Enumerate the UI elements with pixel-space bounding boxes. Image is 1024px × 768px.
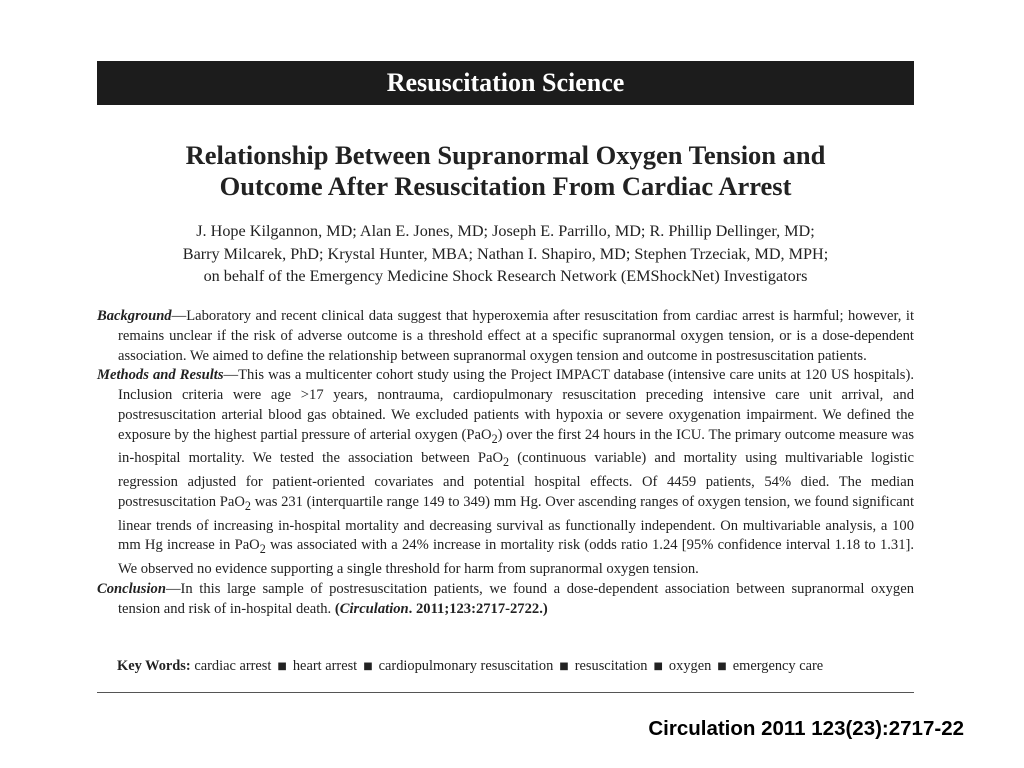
subscript-2: 2 [259, 542, 266, 557]
keyword-separator: ■ [559, 661, 569, 672]
keyword: cardiac arrest [194, 658, 272, 674]
abstract-conclusion [97, 580, 914, 620]
author-list [97, 220, 914, 288]
methods-text-3: (continuous variable) and mortality using multivariable logistic regression adjusted for patient-oriented covariates and potential hospital effects. Of 4459 patients, 54% died. The median postresuscitation PaO [118, 450, 914, 510]
section-banner [97, 61, 914, 105]
keyword-separator: ■ [363, 661, 373, 672]
journal-citation [335, 601, 548, 617]
keyword-separator: ■ [717, 661, 727, 672]
keyword-separator: ■ [277, 661, 287, 672]
conclusion-text: In this large sample of postresuscitation patients, we found a dose-dependent association between supranormal oxygen tension and risk of in-hospital death. [118, 580, 914, 617]
abstract [97, 307, 914, 620]
conclusion-dash: — [165, 580, 181, 597]
background-label: Background [97, 308, 172, 324]
keywords [117, 656, 914, 677]
keywords-label: Key Words: [117, 658, 191, 674]
article-title [97, 140, 914, 202]
background-dash: — [171, 308, 187, 324]
cite-details: . 2011;123:2717-2722.) [408, 600, 548, 617]
methods-text-2: ) over the first 24 hours in the ICU. The primary outcome measure was in-hospital mortality. We tested the association between PaO [118, 426, 914, 467]
subscript-2: 2 [491, 431, 498, 446]
abstract-methods [97, 366, 914, 580]
keyword: resuscitation [574, 658, 648, 674]
methods-text-4: was 231 (interquartile range 149 to 349) mm Hg. Over ascending ranges of oxygen tension, we found significant linear trends of increasing in-hospital mortality and decreasing survival as functionally independent. On multivariable analysis, a 100 mm Hg increase in PaO [118, 493, 914, 554]
subscript-2: 2 [244, 498, 251, 513]
keyword-separator: ■ [653, 661, 663, 672]
subscript-2: 2 [503, 455, 510, 470]
background-text: Laboratory and recent clinical data suggest that hyperoxemia after resuscitation from cardiac arrest is harmful; however, it remains unclear if the risk of adverse outcome is a threshold effect at a specific supranormal oxygen tension, or is a dose-dependent association. We aimed to define the relationship between supranormal oxygen tension and outcome in postresuscitation patients. [118, 308, 914, 364]
article-title-line: Outcome After Resuscitation From Cardiac Arrest [219, 171, 792, 201]
methods-text-1: This was a multicenter cohort study using the Project IMPACT database (intensive care units at 120 US hospitals). Inclusion criteria were age >17 years, nontrauma, cardiopulmonary resuscitation preceding intensive care unit arrival, and postresuscitation arterial blood gas obtained. We excluded patients with hypoxia or severe oxygenation impairment. We defined the exposure by the highest partial pressure of arterial oxygen (PaO [118, 367, 914, 443]
abstract-background [97, 307, 914, 366]
divider [97, 692, 914, 693]
article-title-line: Relationship Between Supranormal Oxygen Tension and [185, 140, 826, 170]
author-line: on behalf of the Emergency Medicine Shock Research Network (EMShockNet) Investigators [203, 267, 808, 285]
keyword: emergency care [732, 658, 824, 674]
author-line: J. Hope Kilgannon, MD; Alan E. Jones, MD; Joseph E. Parrillo, MD; R. Phillip Dellinger, MD; [196, 222, 815, 240]
methods-text-5: was associated with a 24% increase in mortality risk (odds ratio 1.24 [95% confidence interval 1.18 to 1.31]. We observed no evidence supporting a single threshold for harm from supranormal oxygen tension. [118, 537, 915, 578]
keyword: oxygen [668, 658, 712, 674]
keyword: heart arrest [292, 658, 358, 674]
journal-name: Circulation [339, 600, 409, 617]
author-line: Barry Milcarek, PhD; Krystal Hunter, MBA; Nathan I. Shapiro, MD; Stephen Trzeciak, MD, MPH; [182, 244, 829, 263]
section-title: Resuscitation Science [386, 68, 625, 97]
cite-open: ( [334, 600, 340, 617]
keyword: cardiopulmonary resuscitation [378, 658, 554, 674]
methods-dash: — [223, 367, 239, 384]
footer-citation: Circulation 2011 123(23):2717-22 [648, 717, 964, 740]
conclusion-label: Conclusion [97, 580, 166, 597]
methods-label: Methods and Results [97, 367, 224, 384]
